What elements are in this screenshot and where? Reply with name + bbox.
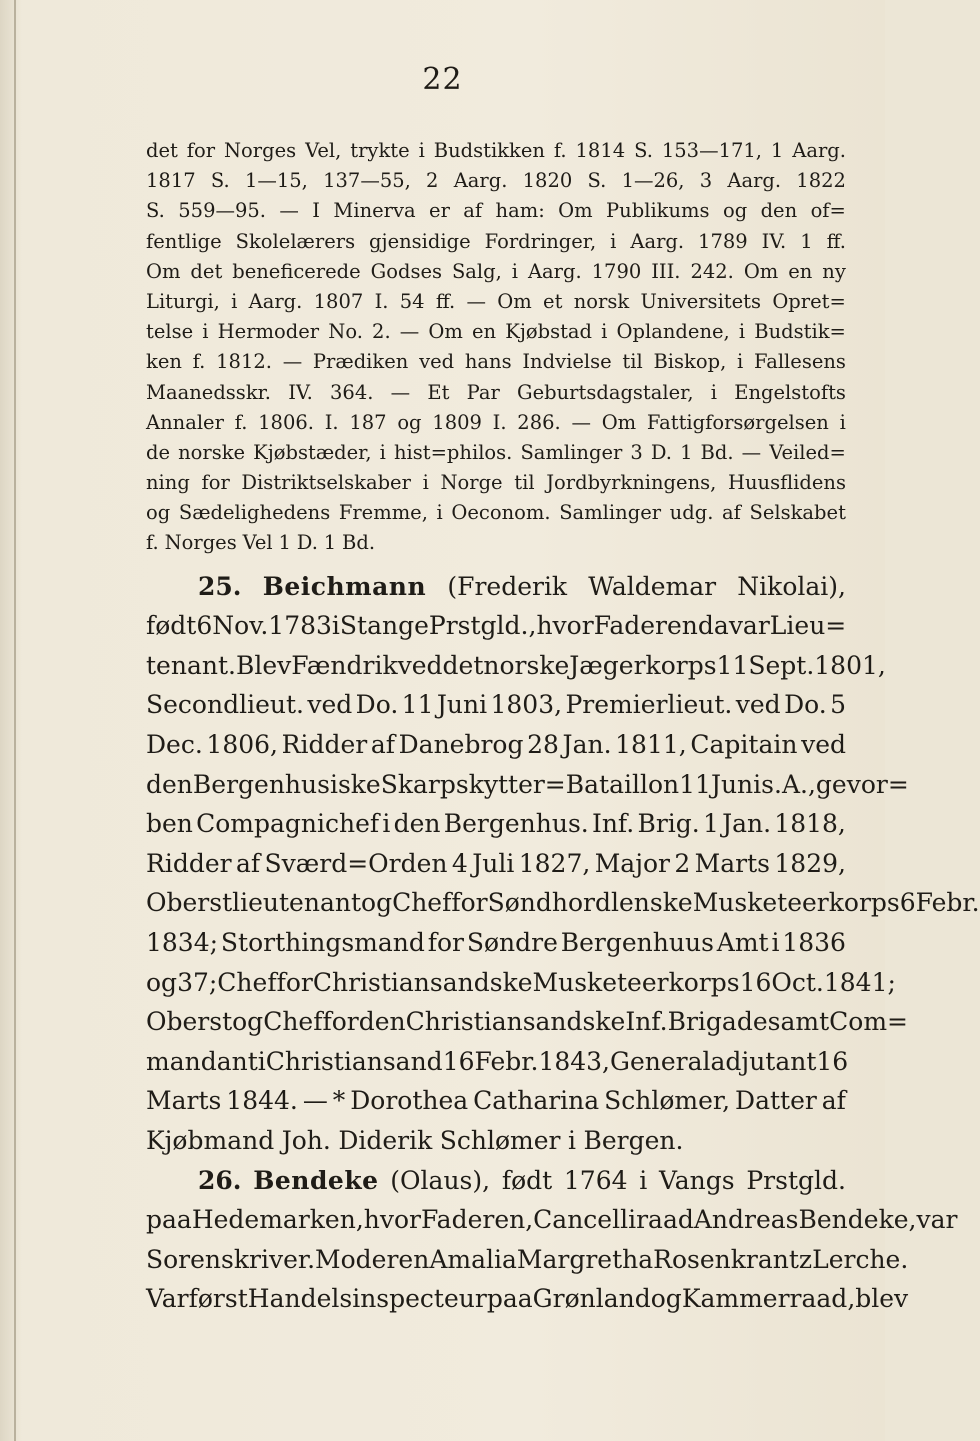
text-line: det for Norges Vel, trykte i Budstikken f. 1814 S. 153—171, 1 Aarg. bbox=[146, 139, 846, 162]
text-line: Om det beneficerede Godses Salg, i Aarg. 1790 III. 242. Om en ny bbox=[146, 259, 846, 283]
text-line: fentlige Skolelærers gjensidige Fordringer, i Aarg. 1789 IV. 1 ff. bbox=[146, 229, 846, 253]
text-line: og Sædelighedens Fremme, i Oeconom. Samlinger udg. af Selskabet bbox=[146, 501, 846, 525]
text-line: ken f. 1812. — Prædiken ved hans Indvielse til Biskop, i Fallesens bbox=[146, 350, 846, 374]
text-line: f. Norges Vel 1 D. 1 Bd. bbox=[146, 531, 376, 555]
text-line: 1817 S. 1—15, 137—55, 2 Aarg. 1820 S. 1—26, 3 Aarg. 1822 bbox=[146, 169, 846, 193]
entry-25-beichmann bbox=[146, 567, 980, 1161]
text-line: ben Compagnichef i den Bergenhus. Inf. Brig. 1 Jan. 1818, bbox=[146, 809, 846, 839]
text-line: Oberstlieutenant og Chef for Søndhordlenske Musketeerkorps 6 Febr. bbox=[146, 888, 980, 918]
text-line: Secondlieut. ved Do. 11 Juni 1803, Premierlieut. ved Do. 5 bbox=[146, 690, 846, 720]
text-line: Dec. 1806, Ridder af Danebrog 28 Jan. 1811, Capitain ved bbox=[146, 730, 846, 759]
text-line: telse i Hermoder No. 2. — Om en Kjøbstad i Oplandene, i Budstik= bbox=[146, 320, 846, 344]
text-line: Liturgi, i Aarg. 1807 I. 54 ff. — Om et norsk Universitets Opret= bbox=[146, 289, 846, 313]
text-line: Kjøbmand Joh. Diderik Schlømer i Bergen. bbox=[146, 1125, 684, 1155]
text-line: født 6 Nov. 1783 i Stange Prstgld., hvor Faderen da var Lieu= bbox=[146, 611, 847, 641]
text-line: Marts 1844. — * Dorothea Catharina Schlømer, Datter af bbox=[146, 1086, 846, 1116]
text-line: de norske Kjøbstæder, i hist=philos. Samlinger 3 D. 1 Bd. — Veiled= bbox=[146, 440, 846, 464]
text-line: Annaler f. 1806. I. 187 og 1809 I. 286. — Om Fattigforsørgelsen i bbox=[146, 410, 846, 434]
text-line: Ridder af Sværd=Orden 4 Juli 1827, Major 2 Marts 1829, bbox=[146, 848, 846, 878]
text-line: 25. Beichmann (Frederik Waldemar Nikolai), bbox=[198, 571, 846, 601]
text-line: Sorenskriver. Moderen Amalia Margretha Rosenkrantz Lerche. bbox=[146, 1244, 909, 1274]
text-line: ning for Distriktselskaber i Norge til Jordbyrkningens, Huusflidens bbox=[146, 471, 846, 495]
text-line: og 37; Chef for Christiansandske Musketeerkorps 16 Oct. 1841; bbox=[146, 967, 896, 997]
entry-26-bendeke bbox=[146, 1161, 958, 1319]
text-line: paa Hedemarken, hvor Faderen, Cancelliraad Andreas Bendeke, var bbox=[146, 1205, 958, 1235]
text-line: Var først Handelsinspecteur paa Grønland og Kammerraad, blev bbox=[146, 1284, 909, 1314]
text-line: Oberst og Chef for den Christiansandske Inf. Brigade samt Com= bbox=[146, 1007, 908, 1037]
text-line: tenant. Blev Fændrik ved det norske Jægerkorps 11 Sept. 1801, bbox=[146, 650, 886, 680]
page-spine-edge bbox=[14, 0, 16, 1441]
text-line: 1834; Storthingsmand for Søndre Bergenhuus Amt i 1836 bbox=[146, 927, 846, 957]
text-line: 26. Bendeke (Olaus), født 1764 i Vangs Prstgld. bbox=[198, 1165, 846, 1195]
text-line: S. 559—95. — I Minerva er af ham: Om Publikums og den of= bbox=[146, 199, 846, 223]
text-line: mandant i Christiansand 16 Febr. 1843, Generaladjutant 16 bbox=[146, 1046, 849, 1076]
page-number: 22 bbox=[422, 62, 463, 97]
page-text bbox=[146, 136, 980, 1319]
text-line: den Bergenhusiske Skarpskytter=Bataillon 11 Juni s. A., gevor= bbox=[146, 769, 909, 799]
text-line: Maanedsskr. IV. 364. — Et Par Geburtsdagstaler, i Engelstofts bbox=[146, 380, 846, 404]
continued-bibliography-block bbox=[146, 136, 846, 559]
